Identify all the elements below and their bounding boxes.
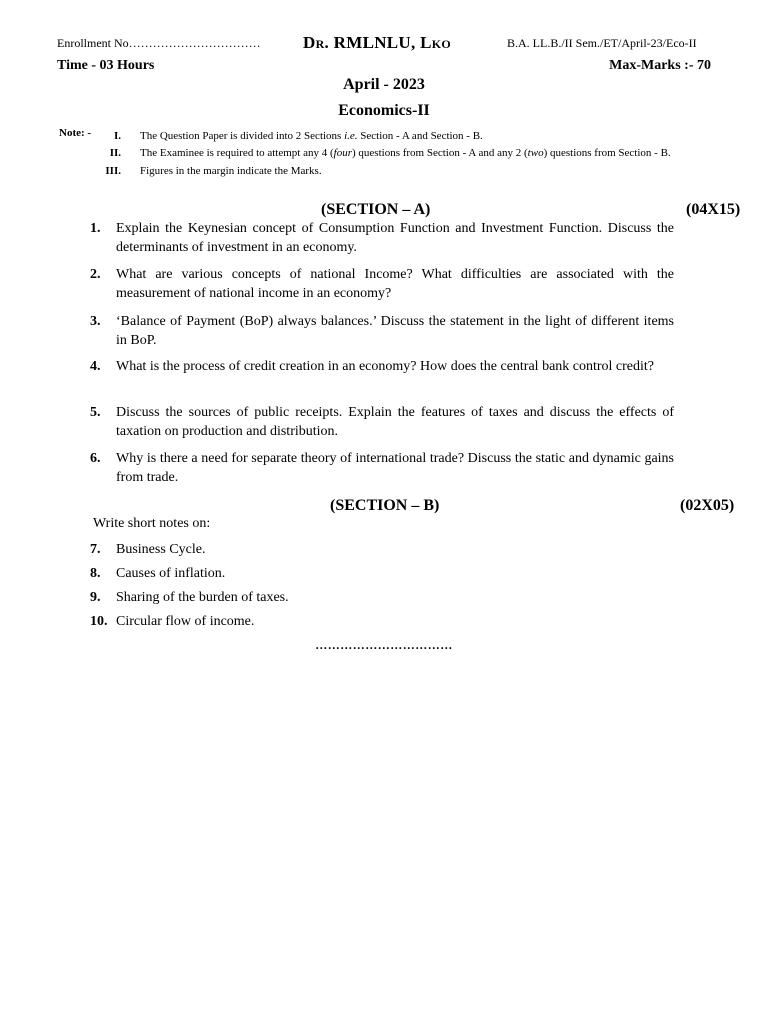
question-number: 10. — [90, 614, 108, 629]
note-label: Note: - — [59, 127, 92, 139]
question-1 — [90, 219, 674, 257]
end-of-paper-dots: …………………………… — [315, 638, 453, 652]
note-item-1 — [88, 130, 483, 142]
question-8 — [90, 564, 674, 583]
question-number: 3. — [90, 314, 101, 329]
question-number: 1. — [90, 221, 101, 236]
note-number: II. — [109, 147, 121, 159]
question-text: What are various concepts of national Income? What difficulties are associated with the measurement of national income in an economy? — [116, 267, 674, 301]
university-name: RMLNLU, — [333, 33, 416, 52]
question-number: 2. — [90, 267, 101, 282]
question-3 — [90, 312, 674, 350]
note-text: The Question Paper is divided into 2 Sections i.e. Section - A and Section - B. — [140, 130, 483, 142]
question-text: What is the process of credit creation in an economy? How does the central bank control credit? — [116, 359, 655, 374]
question-text: Explain the Keynesian concept of Consumption Function and Investment Function. Discuss the determinants of investment in an economy. — [116, 221, 674, 255]
question-4 — [90, 357, 674, 376]
question-text: Why is there a need for separate theory of international trade? Discuss the static and dynamic gains from trade. — [116, 451, 674, 485]
note-item-2 — [88, 147, 671, 159]
exam-date: April - 2023 — [343, 76, 425, 93]
section-a-title: (SECTION – A) — [321, 201, 431, 218]
question-number: 4. — [90, 359, 101, 374]
question-10 — [90, 612, 674, 631]
note-number: III. — [105, 165, 121, 177]
note-number: I. — [113, 130, 121, 142]
question-9 — [90, 588, 674, 607]
max-marks: Max-Marks :- 70 — [609, 58, 711, 73]
question-number: 6. — [90, 451, 101, 466]
question-text: ‘Balance of Payment (BoP) always balances.’ Discuss the statement in the light of different items in BoP. — [116, 314, 674, 348]
university-title — [303, 33, 451, 53]
section-b-marks: (02X05) — [680, 497, 735, 514]
question-2 — [90, 265, 674, 303]
university-prefix: Dr. — [303, 33, 330, 52]
section-b-instruction: Write short notes on: — [93, 516, 211, 531]
question-number: 9. — [90, 590, 101, 605]
question-number: 5. — [90, 405, 101, 420]
question-number: 8. — [90, 566, 101, 581]
question-text: Circular flow of income. — [116, 614, 255, 629]
question-5 — [90, 403, 674, 441]
exam-duration: Time - 03 Hours — [57, 58, 155, 73]
question-text: Discuss the sources of public receipts. Explain the features of taxes and discuss the effects of taxation on production and distribution. — [116, 405, 674, 439]
section-a-marks: (04X15) — [686, 201, 741, 218]
section-b-title: (SECTION – B) — [330, 497, 440, 514]
question-number: 7. — [90, 542, 101, 557]
subject-title: Economics-II — [338, 102, 430, 119]
paper-code: B.A. LL.B./II Sem./ET/April-23/Eco-II — [507, 36, 697, 50]
question-text: Causes of inflation. — [116, 566, 226, 581]
question-6 — [90, 449, 674, 487]
question-text: Sharing of the burden of taxes. — [116, 590, 289, 605]
enrollment-number-field: Enrollment No…………………………… — [57, 36, 261, 50]
note-text: Figures in the margin indicate the Marks. — [140, 165, 322, 177]
question-7 — [90, 540, 674, 559]
note-text: The Examinee is required to attempt any 4 (four) questions from Section - A and any 2 (two) questions from Section - B. — [140, 147, 671, 159]
note-item-3 — [88, 165, 322, 177]
question-text: Business Cycle. — [116, 542, 206, 557]
university-suffix: Lko — [420, 33, 452, 52]
